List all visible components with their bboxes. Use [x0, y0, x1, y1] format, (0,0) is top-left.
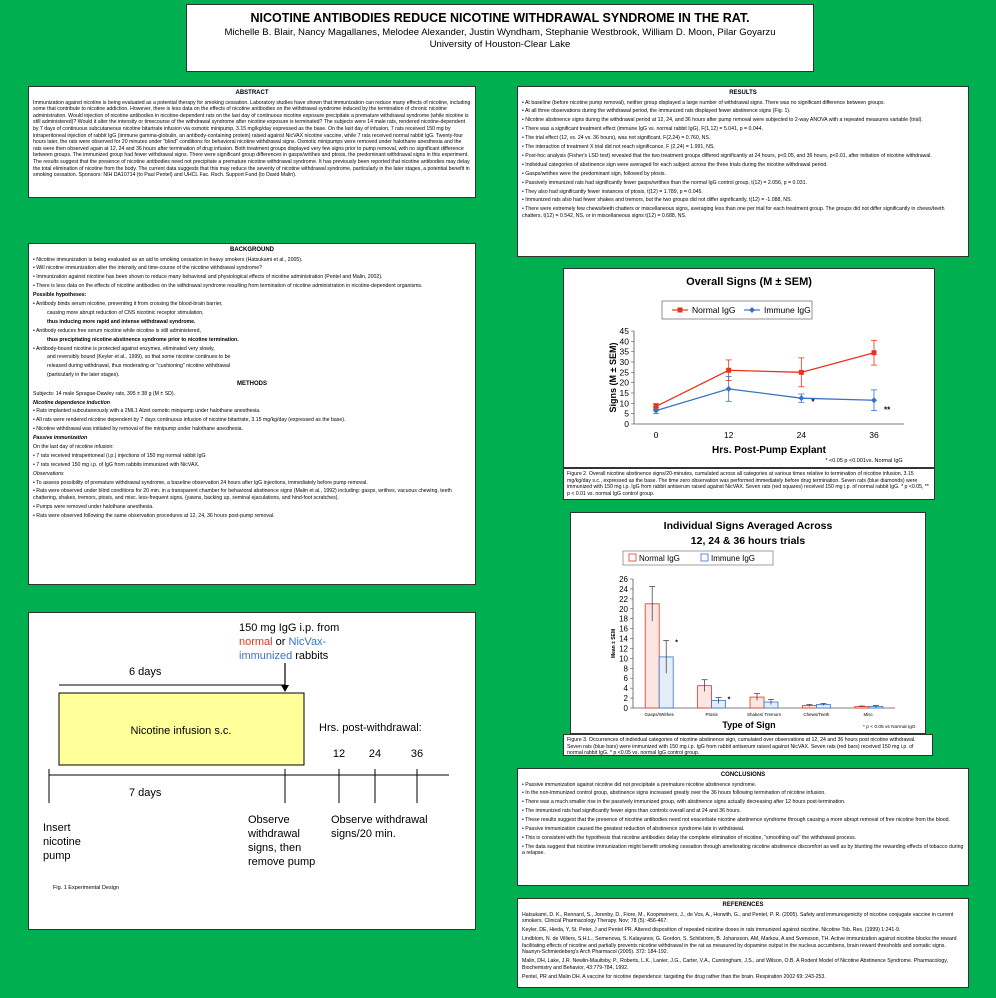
observe-remove-label-1: Observe [248, 814, 290, 826]
or-word: or [272, 636, 289, 648]
series-line-1 [656, 389, 874, 411]
references-panel [517, 898, 969, 988]
methods-bullet: • All rats were rendered nicotine dependent by 7 days continuous infusion of nicotine bitartrate, 3.15 mg/kg/day (expressed as the base). [33, 417, 346, 424]
hypothesis-line: (particularly in the later stages). [47, 372, 120, 379]
immunized-word: immunized [239, 650, 293, 662]
hypothesis-line: thus precipitating nicotine abstinence syndrome prior to nicotine termination. [47, 336, 239, 343]
results-bullet: • They also had significantly fewer instances of ptosis, t(12) = 1.789, p = 0.045. [522, 188, 703, 195]
methods-bullet: • Rats were observed under blind conditions for 20 min. in a transparent chamber for behavioral abstinence signs (Malin et al., 1992) including: gasps, writhes, vacuous chewing, teeth chattering, shakes, tremors, ptosis, and misc. less-frequent signs, (yawns, backing up, seminal ejaculations, and hind-foot scratches). [33, 488, 452, 502]
references-heading: REFERENCES [722, 902, 764, 908]
y-tick-label: 16 [619, 624, 628, 634]
figure-3-caption: Figure 3. Occurrences of individual categories of nicotine abstinence sign, cumulated over observations at 12, 24 and 36 hours post nicotine withdrawal. Seven rats (blue bars) were immunized with 150 mg i.p. IgG from rabbit antiserum raised against NicVAX. Seven rats (red bars) received 150 mg i.p. of normal rabbit IgG. * p <0.05 vs. normal IgG control group. [563, 734, 933, 756]
y-tick-label: 4 [623, 684, 628, 694]
insert-pump-label-1: Insert [43, 822, 71, 834]
legend-label: Immune IgG [764, 305, 811, 315]
category-label: Shakes/ Tremors [746, 712, 782, 717]
insert-pump-label-2: nicotine [43, 836, 81, 848]
observe-signs-label-1: Observe withdrawal [331, 814, 428, 826]
overall-signs-svg [564, 269, 934, 467]
normal-word: normal [239, 636, 273, 648]
title-block [186, 4, 814, 72]
conclusions-bullet: • Passive immunization caused the greatest reduction of abstinence syndrome late in withdrawal. [522, 826, 745, 833]
y-tick-label: 45 [619, 326, 629, 336]
observe-remove-label-3: signs, then [248, 842, 302, 854]
legend-label: Normal IgG [639, 554, 680, 563]
hypothesis-line: • Antibody binds serum nicotine, preventing it from crossing the blood-brain barrier, [33, 301, 223, 308]
significance-marker: * [675, 639, 678, 647]
hypothesis-line: • Antibody-bound nicotine is protected against enzymes, eliminated very slowly, [33, 345, 215, 352]
injection-arrowhead [281, 685, 289, 692]
hour-24-label: 24 [368, 748, 382, 760]
six-days-label: 6 days [129, 666, 162, 678]
data-point [872, 350, 877, 355]
y-tick-label: 0 [623, 704, 628, 713]
data-point [726, 386, 732, 392]
conclusions-bullet: • In the non-immunized control group, abstinence signs increased greatly over the 36 hours following termination of nicotine infusion. [522, 790, 826, 797]
reference-item: Lindblom, N. de Villiers, S.H.L., Semenova, S. Kalayanov, G. Gordon, S. Schilstrom, B. Johansson, AM, Markou, A and Svensson, TH. Active immunization against nicotine blocks the reward facilitating effects of nicotine and partially prevents nicotine withdrawal in the rat as measured by dopamine output in the nucleus accumbens, brain reward thresholds and somatic signs. Naunyn-Schmiedeberg's Arch Pharmacol (2005). 372: 184-192. [522, 935, 957, 956]
observe-signs-label-2: signs/20 min. [331, 828, 396, 840]
methods-heading: METHODS [237, 381, 267, 388]
y-axis-label: Signs (M ± SEM) [608, 342, 618, 413]
hour-36-label: 36 [410, 748, 424, 760]
reference-item: Keyler, DE, Hieda, Y, St. Peter, J and Pentel PR. Altered disposition of repeated nicotine doses in rats immunized against nicotine. Nicotine Tob. Res. (1999) 1:241-9. [522, 927, 901, 934]
affiliation: University of Houston-Clear Lake [429, 39, 571, 50]
y-tick-label: 14 [619, 634, 628, 644]
legend-label: Immune IgG [711, 554, 756, 563]
infusion-box-label: Nicotine infusion s.c. [130, 725, 232, 737]
conclusions-bullet: • There was a much smaller rise in the passively immunized group, with abstinence signs actually decreasing after 12 hours post-termination. [522, 799, 846, 806]
conclusions-bullet: • The immunized rats had significantly fewer signs than controls overall and at 24 and 36 hours. [522, 808, 741, 815]
individual-signs-svg [571, 513, 925, 733]
hypothesis-line: causing more abrupt reduction of CNS nicotinic receptor stimulation, [47, 309, 204, 316]
methods-subjects: Subjects: 14 male Sprague-Dawley rats, 395 ± 38 g (M ± SD). [33, 390, 176, 397]
conclusions-bullet: • This is consistent with the hypothesis that nicotine antibodies delay the complete elimination of nicotine, "smoothing out" the withdrawal process. [522, 834, 857, 841]
authors: Michelle B. Blair, Nancy Magallanes, Melodee Alexander, Justin Wyndham, Stephanie Westbrook, William D. Moon, Pilar Goyarzu [224, 27, 776, 38]
y-tick-label: 5 [624, 408, 629, 419]
results-bullet: • At baseline (before nicotine pump removal), neither group displayed a large number of withdrawal signs. There was no significant difference between groups. [522, 99, 885, 106]
experimental-design-svg [29, 613, 475, 929]
x-tick-label: 36 [869, 430, 879, 440]
results-bullet: • The interaction of treatment X trial did not reach significance, F (2,24) = 1.991, NS. [522, 144, 715, 151]
results-heading: RESULTS [729, 90, 757, 96]
y-tick-label: 20 [619, 377, 629, 388]
experimental-design-panel [28, 612, 476, 930]
data-point [798, 395, 804, 401]
immunization-intro: On the last day of nicotine infusion: [33, 444, 114, 450]
poster-title: NICOTINE ANTIBODIES REDUCE NICOTINE WITHDRAWAL SYNDROME IN THE RAT. [250, 11, 750, 25]
results-panel [517, 86, 969, 257]
reference-item: Malin, DH, Lake, J.R. Newlin-Maultsby, P., Roberts, L.K., Lanier, J.G., Carter, V.A., Cunningham, J.S., and Wilson, O.B. A Rodent Model of Nicotine Abstinence Syndrome. Pharmacology, Biochemistry and Behavior, 43:779-784, 1992. [522, 958, 948, 971]
reference-item: Hatsukami, D. K., Rennard, S., Jorenby, D., Fiore, M., Koopmeiners, J., de Vos, A., Horwith, G., and Pentel, P. R. (2005). Safety and immunogenicity of nicotine conjugate vaccine in current smokers. Clinical Pharmacology Therapy. Nov; 78 (5): 456-467. [522, 911, 954, 925]
y-tick-label: 24 [619, 584, 628, 594]
background-bullet: • Immunization against nicotine has been shown to reduce many behavioral and physiological effects of nicotine administration (Pentel and Malin, 2002). [33, 274, 383, 281]
y-tick-label: 26 [619, 575, 628, 584]
y-tick-label: 8 [623, 664, 628, 674]
chart-footnote: * <0.05 p <0.001vs. Normal IgG [825, 458, 903, 464]
data-point [871, 397, 877, 403]
hypothesis-line: released during withdrawal, thus moderating or "cushioning" nicotine withdrawal [47, 363, 231, 370]
methods-bullet: • To assess possibility of premature withdrawal syndrome, a baseline observation 24 hours after IgG injections, immediately before pump removal. [33, 479, 368, 486]
methods-bullet: • Pumps were removed under halothane anesthesia. [33, 503, 154, 510]
observe-remove-label-4: remove pump [248, 856, 316, 868]
y-tick-label: 0 [624, 419, 629, 429]
results-bullet: • Post-hoc analysis (Fisher's LSD test) revealed that the two treatment groups differed significantly at 24 hours, p<0.05, and 36 hours, p<0.01, after initiation of nicotine withdrawal. [522, 152, 932, 159]
chart-footnote: * p < 0.05 vs Normal IgG [863, 725, 916, 730]
x-tick-label: 12 [723, 430, 734, 440]
methods-bullet: • Nicotine withdrawal was initiated by removal of the minipump under halothane anesthesia. [33, 426, 244, 433]
methods-bullet: • 7 rats received intraperitoneal (i.p.) injections of 150 mg normal rabbit IgG [33, 452, 206, 459]
hypothesis-line: thus inducing more rapid and intense withdrawal syndrome. [47, 318, 196, 325]
significance-marker: * [727, 696, 731, 704]
y-tick-label: 20 [619, 604, 628, 614]
category-label: Ptosis [705, 712, 718, 717]
methods-bullet: • 7 rats received 150 mg i.p. of IgG from rabbits immunized with NicVAX. [33, 461, 200, 468]
background-panel [28, 243, 476, 585]
hrs-post-withdrawal-label: Hrs. post-withdrawal: [319, 722, 422, 734]
results-bullet: • The trial effect (12, vs. 24 vs. 36 hours), was not significant, F(2,24) = 0.760, NS. [522, 135, 711, 142]
injection-label-line3 [239, 650, 329, 662]
legend-label: Normal IgG [692, 305, 736, 315]
x-axis-label: Hrs. Post-Pump Explant [712, 445, 826, 456]
category-label: Misc. [863, 712, 875, 717]
chart-title-line-1: Individual Signs Averaged Across [663, 520, 833, 532]
y-tick-label: 15 [619, 388, 629, 398]
background-bullet: • Nicotine immunization is being evaluated as an aid to smoking cessation in heavy smokers (Hatsukami et al., 2005). [33, 256, 303, 263]
y-tick-label: 35 [619, 346, 629, 357]
results-bullet: • At all three observations during the withdrawal period, the immunized rats displayed fewer abstinence signs (Fig. 1). [522, 108, 791, 115]
results-bullet: • Immunized rats also had fewer shakes and tremors, but the two groups did not differ significantly, t(12) = -1.088, NS. [522, 197, 792, 204]
hour-12-label: 12 [332, 748, 346, 760]
x-tick-label: 24 [796, 430, 807, 440]
injection-label-line2 [239, 636, 327, 648]
conclusions-bullet: • These results suggest that the presence of nicotine antibodies need not exacerbate nicotine abstinence syndrome through causing a more abrupt removal of free nicotine from the blood. [522, 817, 950, 824]
legend-swatch [701, 554, 708, 561]
hypotheses-heading: Possible hypotheses: [33, 292, 87, 299]
reference-item: Pentel, PR and Malin DH. A vaccine for nicotine dependence: targeting the drug rather than the brain. Respiration 2002 69: 243-253. [522, 973, 826, 980]
injection-label: 150 mg IgG i.p. from [239, 622, 340, 634]
seven-days-label: 7 days [129, 787, 162, 799]
abstract-panel [28, 86, 476, 198]
results-bullet: • There was a significant treatment effect (immune IgG vs. normal rabbit IgG), F(1,12) = 5.041, p = 0.044. [522, 126, 763, 133]
dependence-heading: Nicotine dependence induction [33, 399, 110, 406]
significance-marker: * [811, 397, 815, 407]
observe-remove-label-2: withdrawal [248, 828, 300, 840]
data-point [799, 370, 804, 375]
observations-heading: Observations [33, 470, 64, 477]
results-bullet: • There were extremely few chews/teeth chatters or miscellaneous signs, averaging less than one per trial for each treatment group. The groups did not differ significantly in chews/teeth chatters, t(12) = 0.542, NS, or in miscellaneous signs t(12) = 0.688, NS. [522, 206, 945, 219]
category-label: Gasps/Writhes [644, 712, 674, 717]
references-list [522, 912, 964, 981]
category-label: Chews/Teeth [803, 712, 830, 717]
individual-signs-chart [570, 512, 926, 734]
methods-bullet: • Rats implanted subcutaneously with a 2ML1 Alzet osmotic minipump under halothane anesthesia. [33, 408, 261, 415]
legend-square-marker [678, 308, 683, 313]
results-bullet: • Nicotine abstinence signs during the withdrawal period at 12, 24, and 36 hours after pump removal were subjected to 2-way ANOVA with a repeated measures variable (trial). [522, 117, 923, 124]
conclusions-list [522, 782, 964, 857]
y-tick-label: 30 [619, 357, 629, 367]
x-axis-label: Type of Sign [722, 720, 776, 730]
y-tick-label: 2 [623, 694, 628, 704]
insert-pump-label-3: pump [43, 850, 71, 862]
hypothesis-line: • Antibody reduces free serum nicotine while nicotine is still administered, [33, 327, 201, 334]
y-tick-label: 40 [619, 336, 629, 347]
abstract-body: Immunization against nicotine is being evaluated as a potential therapy for smoking cessation. Laboratory studies have shown that immunization can reduce many effects of nicotine, including some that contribute to nicotine addiction. However, there is less data on the effects of nicotine antibodies on the withdrawal syndrome induced by the termination of chronic nicotine administration. Would injection of nicotine antibodies in nicotine-dependent rats on the last day of continuous nicotine exposure precipitate a premature withdrawal syndrome (while nicotine is still administered)? Would it alter the intensity or timecourse of the withdrawal syndrome after nicotine exposure is terminated? The subjects were 14 male rats, rendered nicotine-dependent by 7 days of continuous subcutaneous nicotine bitartrate infusion via osmotic minipump, 3.15 mg/kg/day expressed as the base. On the last day of infusion, 7 rats received 150 mg by intraperitoneal injection of rabbit IgG (immune gamma-globulin, an antibody-containing protein) raised against NicVAX nicotine vaccine, while 7 rats received normal rabbit IgG. Twenty-four hours later, the rats were observed for 20 minutes under "blind" conditions for behavioral nicotine withdrawal signs. Osmotic minipumps were removed under halothane anesthesia and the rats were then observed again at 12, 24 and 36 hours after termination of drug infusion. Both treatment groups displayed very few signs prior to pump removal, with no significant difference between groups. The immunized group had fewer withdrawal signs. There were significant group differences in gasps/writhes and ptosis, the predominant withdrawal signs in this experiment. The results suggest that the presence of nicotine antibodies need not precipitate a premature nicotine withdrawal syndrome. It has previously been reported that nicotine antibodies may delay the total elimination of nicotine from the body. The current data suggests that this may reduce the severity of nicotine withdrawal syndrome, particularly in the later stages, a potential benefit in smoking cessation. Sponsors: NIH DA10714 (to Paul Pentel) and UHCL Fac. Rsch. Support Fund (to David Malin). [33, 99, 471, 179]
y-tick-label: 18 [619, 614, 628, 624]
chart-title-line-2: 12, 24 & 36 hours trials [690, 535, 806, 547]
results-bullet: • Individual categories of abstinence sign were averaged for each subject across the three trials during the nicotine withdrawal period. [522, 161, 828, 168]
conclusions-heading: CONCLUSIONS [720, 772, 766, 778]
rabbits-word: rabbits [292, 650, 329, 662]
nicvax-word: NicVax- [288, 636, 327, 648]
overall-signs-chart [563, 268, 935, 468]
methods-bullet: • Rats were observed following the same observation procedures at 12, 24, 36 hours post-pump removal. [33, 512, 275, 519]
conclusions-bullet: • Passive immunization against nicotine did not precipitate a premature nicotine abstinence syndrome. [522, 781, 757, 788]
background-heading: BACKGROUND [230, 247, 274, 253]
y-tick-label: 6 [623, 674, 628, 684]
background-bullet: • There is less data on the effects of nicotine antibodies on the withdrawal syndrome resulting from termination of nicotine administration in nicotine-dependent organisms. [33, 283, 423, 290]
results-bullet: • Passively immunized rats had significantly fewer gasps/writhes than the normal IgG control group, t(12) = 2.056, p = 0.031. [522, 179, 807, 186]
y-axis-label: Mean ± SEM [611, 628, 617, 659]
conclusions-bullet: • The data suggest that nicotine immunization might benefit smoking cessation through ameliorating nicotine abstinence discomfort as well as by blunting the rewarding effects of tobacco during a relapse. [522, 843, 964, 857]
abstract-heading: ABSTRACT [235, 90, 269, 96]
figure-2-caption: Figure 2. Overall nicotine abstinence signs/20-minutes, cumulated across all categories at various times relative to termination of nicotine infusion, 3.15 mg/kg/day s.c., expressed as the base. The time zero observation was performed immediately before drug termination. Seven rats (blue diamonds) were immunized with 150 mg i.p. IgG from rabbit antiserum raised against NicVAX. Seven rats (red squares) received 150 mg i.p. of normal rabbit IgG. * p <0.05, ** p < 0.01 vs. normal IgG control group. [563, 468, 935, 500]
figure-1-caption: Fig. 1 Experimental Design [53, 885, 120, 891]
x-tick-label: 0 [653, 430, 659, 440]
legend-swatch [629, 554, 636, 561]
results-list [522, 100, 964, 220]
y-tick-label: 10 [619, 398, 629, 409]
series-line-0 [656, 353, 874, 407]
chart-title: Overall Signs (M ± SEM) [686, 276, 812, 288]
background-bullet: • Will nicotine immunization alter the intensity and time-course of the nicotine withdrawal syndrome? [33, 265, 263, 272]
significance-marker: ** [884, 405, 891, 415]
y-tick-label: 25 [619, 367, 629, 378]
y-tick-label: 22 [619, 594, 628, 604]
hypothesis-line: and reversibly bound (Keyler et al., 1999), so that some nicotine continues to be [47, 354, 231, 361]
immunization-heading: Passive immunization [33, 435, 88, 442]
results-bullet: • Gasps/writhes were the predominant sign, followed by ptosis. [522, 170, 666, 177]
data-point [726, 368, 731, 373]
y-tick-label: 10 [619, 654, 628, 664]
y-tick-label: 12 [619, 644, 628, 654]
conclusions-panel [517, 768, 969, 886]
